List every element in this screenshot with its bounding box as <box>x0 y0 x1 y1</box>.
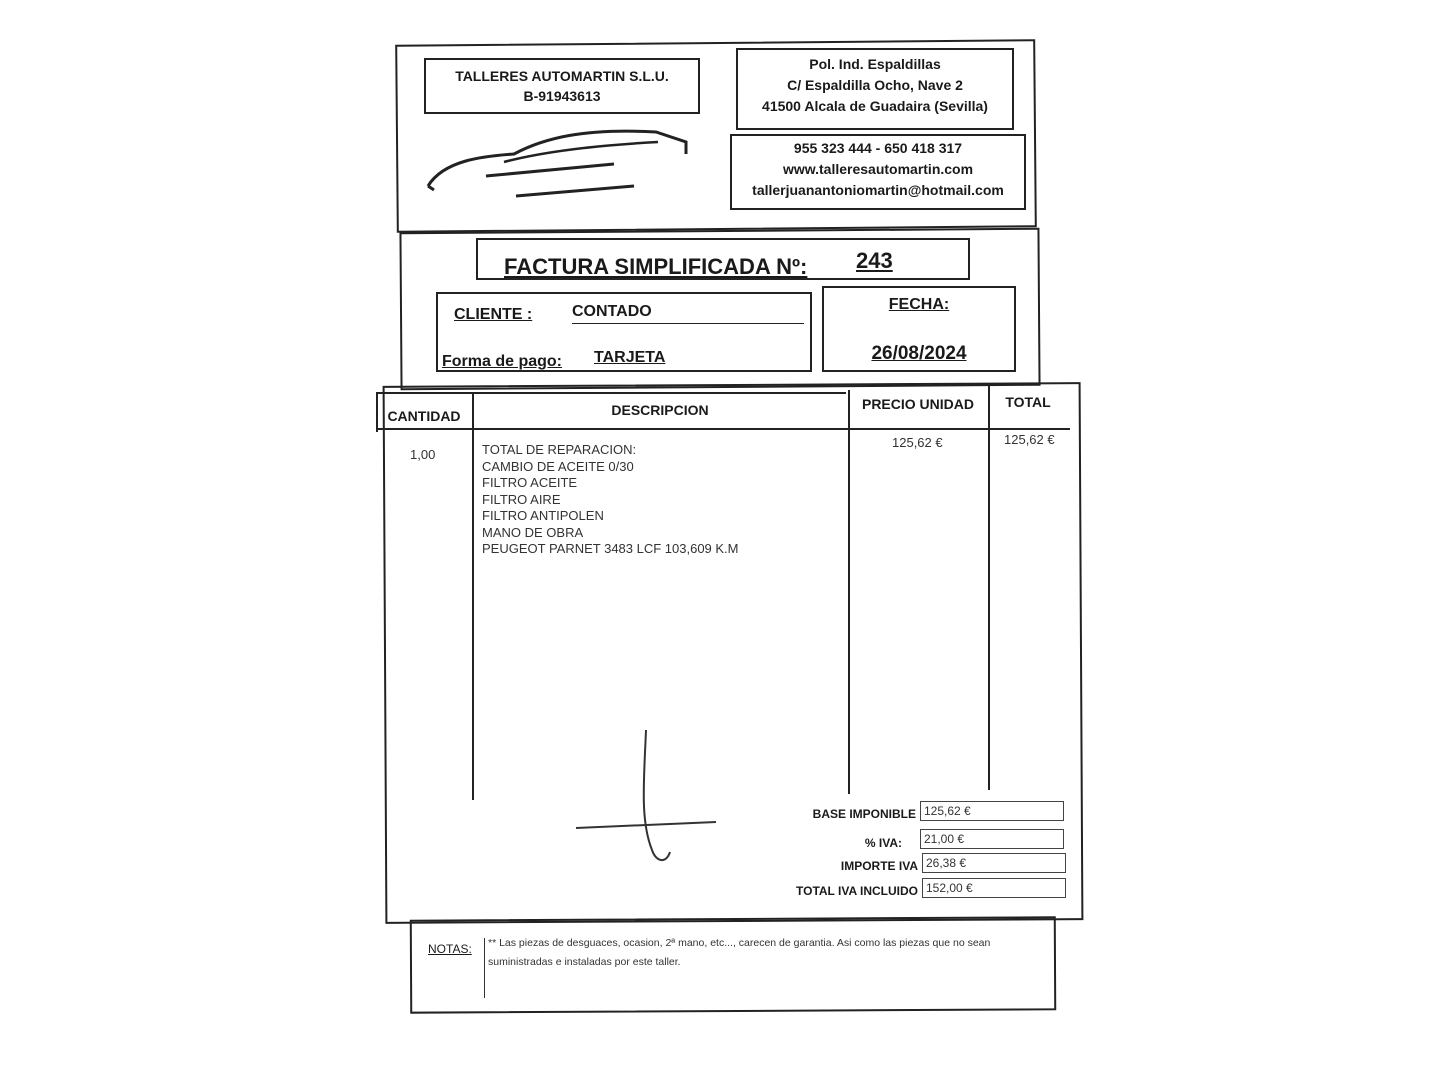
row-quantity: 1,00 <box>410 447 436 462</box>
invoice-number: 243 <box>856 248 893 273</box>
company-email: tallerjuanantoniomartin@hotmail.com <box>752 182 1004 198</box>
company-tax-id: B-91943613 <box>523 88 601 104</box>
column-divider-3 <box>988 386 990 790</box>
iva-pct-label: % IVA: <box>864 836 902 850</box>
notes-bracket <box>484 938 485 998</box>
company-phones: 955 323 444 - 650 418 317 <box>793 140 963 156</box>
row-unit-price: 125,62 € <box>892 435 943 450</box>
iva-amount-value: 26,38 € <box>922 853 1066 873</box>
description-line-6: MANO DE OBRA <box>482 524 584 540</box>
row-description <box>482 442 842 558</box>
description-line-4: FILTRO AIRE <box>482 491 561 507</box>
base-value: 125,62 € <box>920 801 1064 821</box>
description-line-5: FILTRO ANTIPOLEN <box>482 508 604 523</box>
contact-box <box>730 134 1026 210</box>
total-label: TOTAL IVA INCLUIDO <box>796 884 918 898</box>
description-line-1: TOTAL DE REPARACION: <box>482 442 637 457</box>
column-divider-1 <box>472 394 474 800</box>
address-line-3: 41500 Alcala de Guadaira (Sevilla) <box>762 98 988 114</box>
table-header-separator <box>378 428 1070 430</box>
client-value: CONTADO <box>572 303 652 320</box>
description-line-3: FILTRO ACEITE <box>482 475 578 490</box>
iva-amount-label: IMPORTE IVA <box>840 859 918 873</box>
date-value: 26/08/2024 <box>871 343 967 364</box>
description-line-2: CAMBIO DE ACEITE 0/30 <box>482 458 634 474</box>
column-divider-2 <box>848 390 850 794</box>
address-box <box>736 48 1014 130</box>
company-name: TALLERES AUTOMARTIN S.L.U. <box>455 68 669 84</box>
notes-text: ** Las piezas de desguaces, ocasion, 2ª mano, etc..., carecen de garantia. Asi como las piezas que no sean suministradas e instaladas por este taller. <box>488 937 991 968</box>
header-unit-price: PRECIO UNIDAD <box>861 396 974 412</box>
payment-value: TARJETA <box>594 349 666 366</box>
date-label: FECHA: <box>888 296 950 313</box>
row-total: 125,62 € <box>1004 432 1055 447</box>
car-silhouette-icon <box>424 120 694 200</box>
header-total: TOTAL <box>1005 394 1051 410</box>
header-quantity: CANTIDAD <box>387 408 461 424</box>
client-underline <box>572 323 804 324</box>
base-label: BASE IMPONIBLE <box>812 807 916 821</box>
company-website: www.talleresautomartin.com <box>782 161 974 177</box>
description-line-7: PEUGEOT PARNET 3483 LCF 103,609 K.M <box>482 541 739 556</box>
notes-label: NOTAS: <box>428 942 472 956</box>
payment-label: Forma de pago: <box>442 353 563 370</box>
address-line-2: C/ Espaldilla Ocho, Nave 2 <box>787 77 963 93</box>
total-value: 152,00 € <box>922 878 1066 898</box>
client-label: CLIENTE : <box>454 306 533 323</box>
invoice-title: FACTURA SIMPLIFICADA Nº: <box>504 254 808 279</box>
iva-pct-value: 21,00 € <box>920 829 1064 849</box>
table-header-top <box>376 392 846 394</box>
company-box <box>424 58 700 114</box>
header-description: DESCRIPCION <box>611 402 709 418</box>
address-line-1: Pol. Ind. Espaldillas <box>809 56 941 72</box>
